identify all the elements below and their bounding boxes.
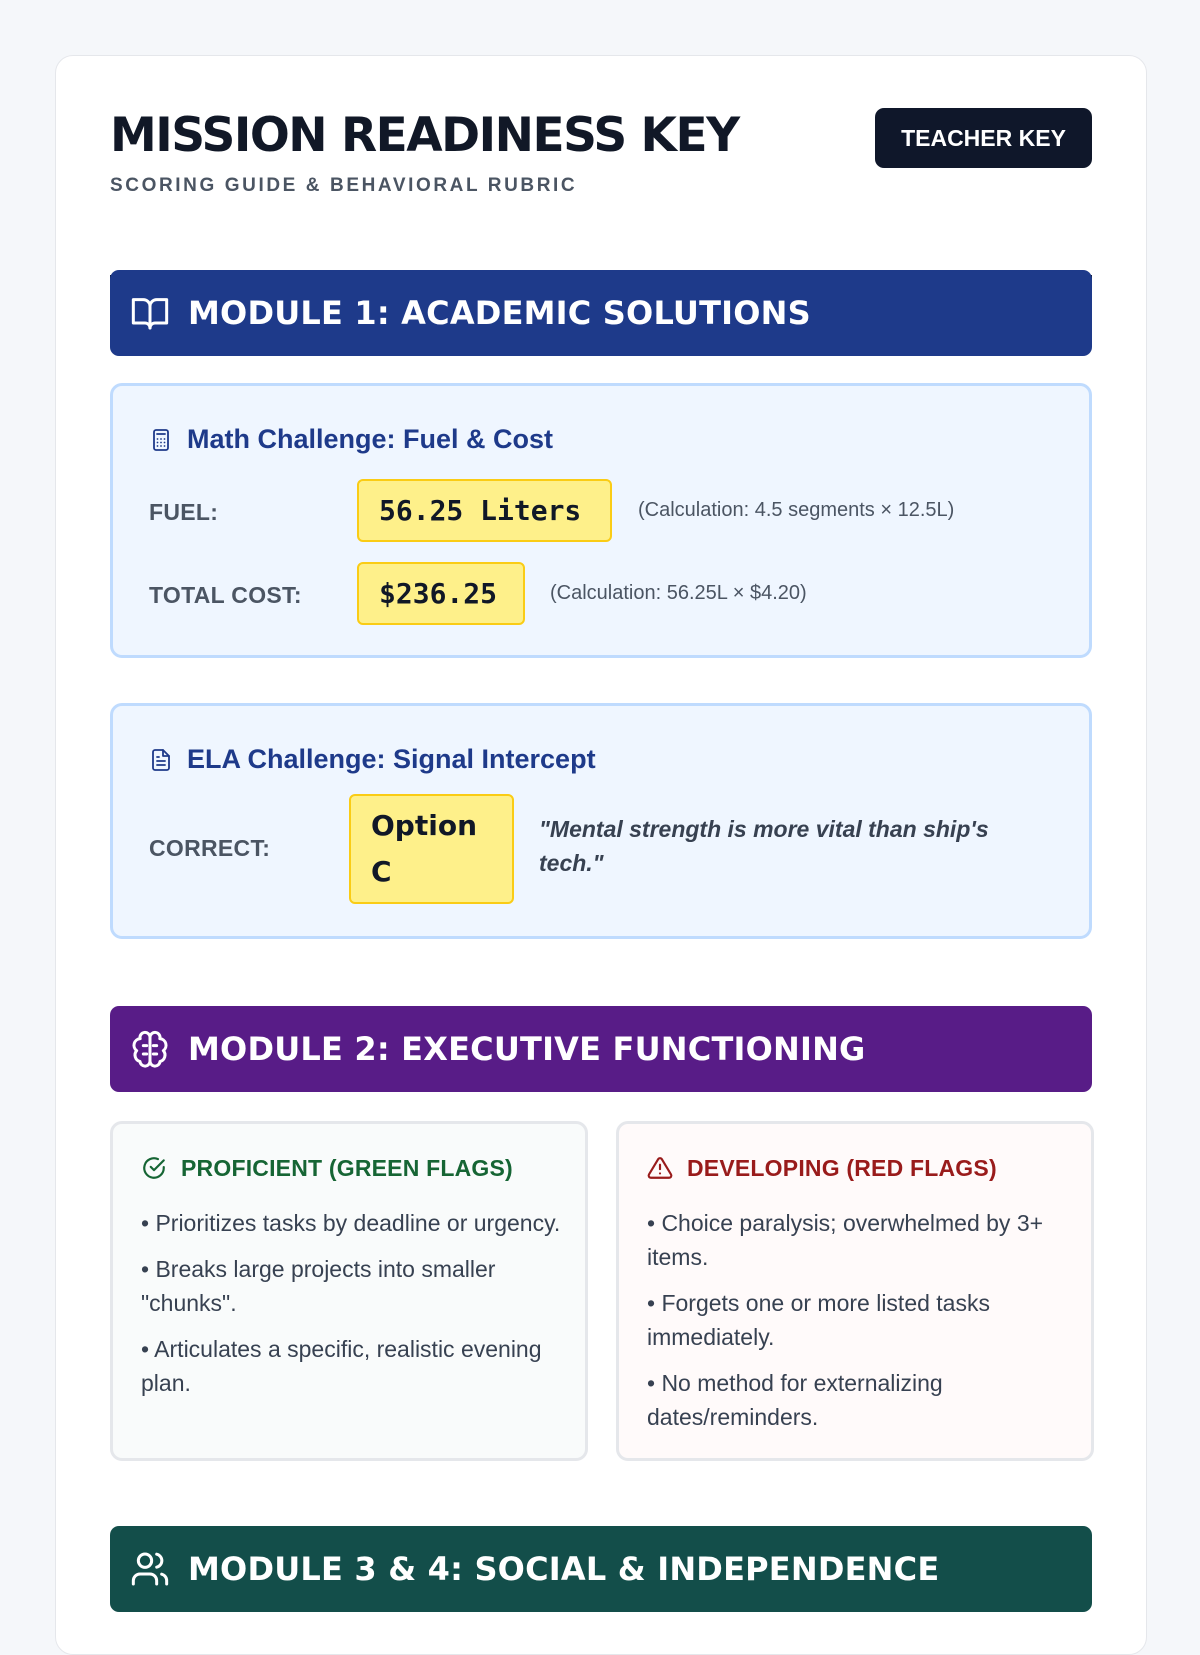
list-item: • Breaks large projects into smaller "chunks". bbox=[141, 1256, 496, 1316]
proficient-flags-panel bbox=[110, 1121, 588, 1461]
module-2-title: MODULE 2: EXECUTIVE FUNCTIONING bbox=[188, 1030, 866, 1068]
fuel-answer: 56.25 Liters bbox=[357, 479, 612, 542]
proficient-list bbox=[141, 1206, 561, 1412]
developing-heading bbox=[647, 1154, 997, 1182]
fuel-calculation-note: (Calculation: 4.5 segments × 12.5L) bbox=[638, 499, 955, 521]
brain-icon bbox=[130, 1029, 170, 1069]
list-item: • Choice paralysis; overwhelmed by 3+ items. bbox=[647, 1210, 1044, 1270]
total-cost-answer: $236.25 bbox=[357, 562, 525, 625]
math-challenge-title bbox=[149, 424, 553, 455]
calculator-icon bbox=[149, 427, 175, 453]
developing-flags-panel bbox=[616, 1121, 1094, 1461]
warning-triangle-icon bbox=[647, 1154, 675, 1182]
math-challenge-panel bbox=[110, 383, 1092, 658]
answer-quote-line-1: "Mental strength is more vital than ship's bbox=[539, 816, 989, 842]
ela-challenge-title-text: ELA Challenge: Signal Intercept bbox=[187, 744, 596, 774]
answer-quote bbox=[539, 812, 989, 880]
module-3-4-title: MODULE 3 & 4: SOCIAL & INDEPENDENCE bbox=[188, 1550, 940, 1588]
list-item: • Prioritizes tasks by deadline or urgency. bbox=[141, 1210, 561, 1236]
page-header bbox=[110, 108, 1092, 228]
math-challenge-title-text: Math Challenge: Fuel & Cost bbox=[187, 424, 554, 454]
module-1-title: MODULE 1: ACADEMIC SOLUTIONS bbox=[188, 294, 811, 332]
module-2-header bbox=[110, 1006, 1092, 1092]
answer-quote-line-2: tech." bbox=[539, 850, 604, 876]
proficient-heading bbox=[141, 1154, 513, 1182]
module-1-header bbox=[110, 270, 1092, 356]
teacher-key-badge: TEACHER KEY bbox=[875, 108, 1092, 168]
developing-list bbox=[647, 1206, 1067, 1446]
cost-calculation-note: (Calculation: 56.25L × $4.20) bbox=[550, 582, 807, 604]
document-icon bbox=[149, 747, 175, 773]
ela-challenge-panel bbox=[110, 703, 1092, 939]
list-item: • No method for externalizing dates/reminders. bbox=[647, 1370, 943, 1430]
total-cost-label: TOTAL COST: bbox=[149, 582, 302, 608]
fuel-label: FUEL: bbox=[149, 499, 219, 525]
check-circle-icon bbox=[141, 1154, 169, 1182]
module-3-4-header bbox=[110, 1526, 1092, 1612]
proficient-heading-text: PROFICIENT (GREEN FLAGS) bbox=[181, 1154, 513, 1181]
list-item: • Forgets one or more listed tasks immediately. bbox=[647, 1290, 990, 1350]
page-title: MISSION READINESS KEY bbox=[110, 108, 739, 163]
correct-answer-line-1: Option bbox=[371, 809, 477, 842]
correct-label: CORRECT: bbox=[149, 835, 271, 861]
correct-answer bbox=[349, 794, 514, 904]
page-subtitle: SCORING GUIDE & BEHAVIORAL RUBRIC bbox=[110, 175, 578, 196]
ela-challenge-title bbox=[149, 744, 596, 775]
developing-heading-text: DEVELOPING (RED FLAGS) bbox=[687, 1154, 997, 1181]
users-icon bbox=[130, 1549, 170, 1589]
book-open-icon bbox=[130, 293, 170, 333]
rubric-card bbox=[55, 55, 1147, 1655]
list-item: • Articulates a specific, realistic evening plan. bbox=[141, 1336, 542, 1396]
correct-answer-line-2: C bbox=[371, 855, 392, 888]
